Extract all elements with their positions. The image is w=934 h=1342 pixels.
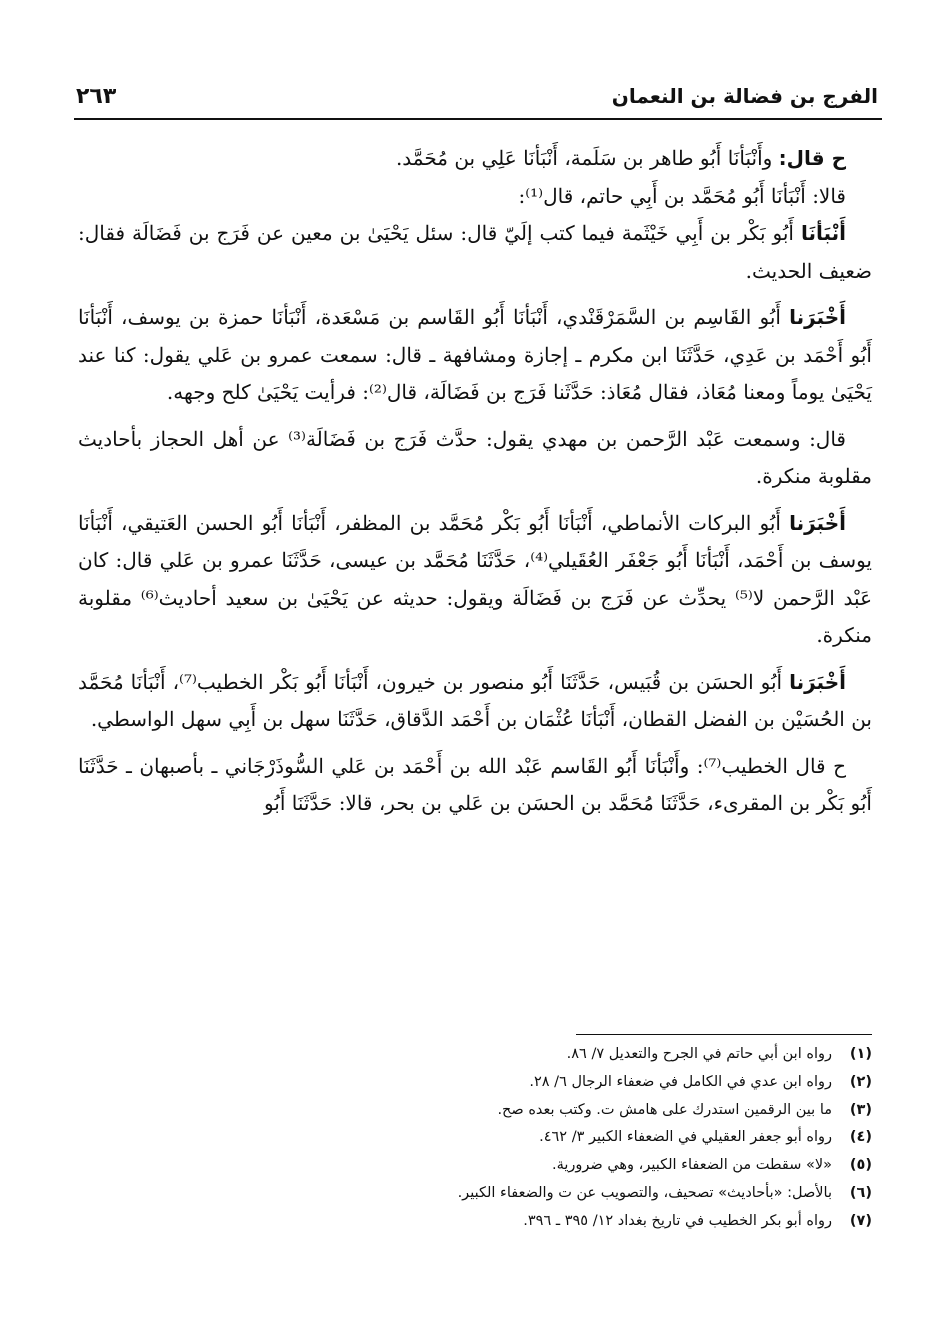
paragraph-text: ح قال الخطيب⁽⁷⁾: وأَنْبَأنَا أَبُو القَاسم عَبْد الله بن أَحْمَد بن عَلي السُّوذَرْجَاني ـ بأصبهان ـ حَدَّثَنَا أَبُو بَكْر بن المقرىء، حَدَّثَنَا مُحَمَّد بن الحسَن بن عَلي بن بحر، قالا: حَدَّثَنَا أَبُو [78,753,872,815]
main-text [78,140,872,823]
footnote-text: رواه ابن عدي في الكامل في ضعفاء الرجال ٦/ ٢٨. [529,1073,832,1090]
page-header [76,76,878,116]
footnote [78,1069,872,1097]
paragraph-6 [78,505,872,655]
paragraph-2 [78,178,872,216]
footnote-number: (٤) [849,1129,872,1146]
footnote-text: «لا» سقطت من الضعفاء الكبير، وهي ضرورية. [551,1157,832,1174]
paragraph-lead: أَخْبَرَنا [789,669,846,694]
footnote-number: (٣) [849,1101,872,1118]
paragraph-lead: أَنْبَأنَا [800,221,846,245]
paragraph-text: وأَنْبَأنَا أَبُو طاهر بن سَلَمة، أَنْبَأنَا عَلِي بن مُحَمَّد. [395,146,779,170]
footnote [78,1180,872,1208]
paragraph-text: أَبُو بَكْر بن أَبِي خَيْثَمة فيما كتب إلَيّ قال: سئل يَحْيَىٰ بن معين عن فَرَج بن فَضَالَة فقال: ضعيف الحديث. [78,221,872,283]
footnote-rule [576,1034,872,1035]
footnote [78,1124,872,1152]
footnote-text: ما بين الرقمين استدرك على هامش ت. وكتب بعده صح. [497,1101,832,1118]
paragraph-lead: ح قال: [778,146,846,170]
paragraph-text: أَبُو الحسَن بن قُبَيس، حَدَّثَنَا أَبُو منصور بن خيرون، أَنْبَأنَا أَبُو بَكْر الخطيب⁽⁷⁾، أَنْبَأنَا مُحَمَّد بن الحُسَيْن بن الفضل القطان، أَنْبَأنَا عُثْمَان بن أَحْمَد الدَّقاق، حَدَّثَنَا سهل بن أَبِي سهل الواسطي. [78,669,872,731]
footnote [78,1152,872,1180]
footnote [78,1208,872,1236]
paragraph-text: قالا: أَنْبَأنَا أَبُو مُحَمَّد بن أَبِي حاتم، قال⁽¹⁾: [518,183,846,208]
paragraph-8 [78,748,872,823]
paragraph-text: أَبُو القَاسِم بن السَّمَرْقَنْدي، أَنْبَأنَا أَبُو القَاسم بن مَسْعَدة، أَنْبَأنَا حمزة بن يوسف، أَنْبَأنَا أَبُو أَحْمَد بن عَدِي، حَدَّثَنَا ابن مكرم ـ إجازة ومشافهة ـ قال: سمعت عمرو بن عَلي يقول: كنا عند يَحْيَىٰ يوماً ومعنا مُعَاذ، فقال مُعَاذ: حَدَّثَنا فَرَج بن فَضَالَة، قال⁽²⁾: فرأيت يَحْيَىٰ كلح وجهه. [78,305,872,404]
paragraph-4 [78,299,872,412]
page-number: ٢٦٣ [76,83,117,109]
footnote [78,1097,872,1125]
footnote-number: (٦) [849,1184,872,1201]
paragraph-text: أَبُو البركات الأنماطي، أَنْبَأنَا أَبُو بَكْر مُحَمَّد بن المظفر، أَنْبَأنَا أَبُو الحسن العَتيقي، أَنْبَأنَا يوسف بن أَحْمَد، أَنْبَأنَا أَبُو جَعْفَر العُقَيلي⁽⁴⁾، حَدَّثَنَا مُحَمَّد بن عيسى، حَدَّثَنَا عمرو بن عَلي قال: كان عَبْد الرَّحمن لا⁽⁵⁾ يحدِّث عن فَرَج بن فَضَالَة ويقول: حديثه عن يَحْيَىٰ بن سعيد أحاديث⁽⁶⁾ مقلوبة منكرة. [78,510,873,647]
paragraph-text: قال: وسمعت عَبْد الرَّحمن بن مهدي يقول: حدَّث فَرَج بن فَضَالَة⁽³⁾ عن أهل الحجاز بأحاديث مقلوبة منكرة. [78,426,872,488]
footnote-text: رواه ابن أبي حاتم في الجرح والتعديل ٧/ ٨٦. [566,1046,832,1062]
paragraph-7 [78,664,872,739]
footnote-text: رواه أبو جعفر العقيلي في الضعفاء الكبير ٣/ ٤٦٢. [539,1129,832,1146]
paragraph-3 [78,215,872,290]
running-title: الفرج بن فضالة بن النعمان [611,84,878,108]
footnote-number: (٥) [849,1157,872,1174]
footnotes [78,1041,872,1236]
paragraph-lead: أَخْبَرَنا [789,305,846,329]
footnote-number: (٧) [849,1212,872,1229]
header-rule [74,118,882,120]
paragraph-lead: أَخْبَرَنا [789,510,846,535]
footnote [78,1041,872,1069]
paragraph-5 [78,421,872,496]
footnote-number: (٢) [849,1073,872,1090]
footnote-text: بالأصل: «بأحاديث» تصحيف، والتصويب عن ت والضعفاء الكبير. [457,1184,832,1201]
paragraph-1 [78,140,872,178]
footnote-text: رواه أبو بكر الخطيب في تاريخ بغداد ١٢/ ٣٩٥ ـ ٣٩٦. [523,1212,832,1229]
footnote-number: (١) [849,1046,872,1062]
